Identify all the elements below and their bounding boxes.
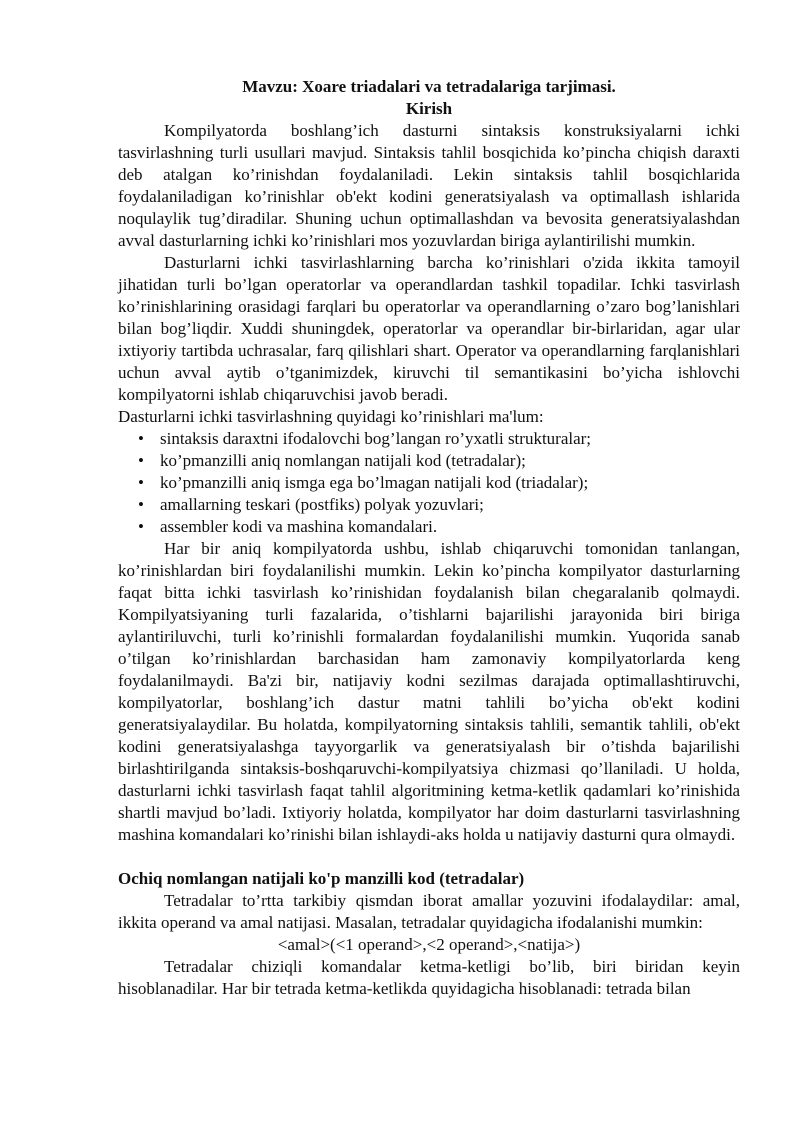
paragraph-1: Kompilyatorda boshlang’ich dasturni sintaksis konstruksiyalarni ichki tasvirlashning turli usullari mavjud. Sintaksis tahlil bosqichida ko’pincha chiqish daraxti deb atalgan ko’rinishdan foydalaniladi. Lekin sintaksis tahlil bosqichlarida foydalaniladigan ko’rinishlar ob'ekt kodini generatsiyalash va optimallash ishlarida noqulaylik tug’diradilar. Shuning uchun optimallashdan va bevosita generatsiyalashdan avval dasturlarning ichki ko’rinishlari mos yozuvlardan biriga aylantirilishi mumkin. <box>118 121 740 250</box>
formula-line: <amal>(<1 operand>,<2 operand>,<natija>) <box>277 935 581 954</box>
bullet-list <box>118 428 740 538</box>
bullet-icon: • <box>138 495 144 514</box>
bullet-icon: • <box>138 473 144 492</box>
bullet-icon: • <box>138 517 144 536</box>
paragraph-3: Dasturlarni ichki tasvirlashning quyidagi ko’rinishlari ma'lum: <box>118 407 544 426</box>
paragraph-6: Tetradalar chiziqli komandalar ketma-ketligi bo’lib, biri biridan keyin hisoblanadilar. Har bir tetrada ketma-ketlikda quyidagicha hisoblanadi: tetrada bilan <box>118 957 740 998</box>
list-item: • ko’pmanzilli aniq ismga ega bo’lmagan natijali kod (triadalar); <box>138 473 589 492</box>
list-item: • ko’pmanzilli aniq nomlangan natijali kod (tetradalar); <box>138 451 526 470</box>
list-item: • amallarning teskari (postfiks) polyak yozuvlari; <box>138 495 484 514</box>
bullet-icon: • <box>138 429 144 448</box>
section-heading-tetradalar: Ochiq nomlangan natijali ko'p manzilli kod (tetradalar) <box>118 869 525 888</box>
document-title: Mavzu: Xoare triadalari va tetradalariga tarjimasi. <box>242 77 616 96</box>
paragraph-2: Dasturlarni ichki tasvirlashlarning barcha ko’rinishlari o'zida ikkita tamoyil jihatidan turli bo’lgan operatorlar va operandlardan tashkil topadilar. Ichki tasvirlash ko’rinishlarining orasidagi farqlari bu operatorlar va operandlarning o’zaro bog’lanishlari bilan bog’liqdir. Xuddi shuningdek, operatorlar va operandlar bir-birlaridan, agar ular ixtiyoriy tartibda uchrasalar, farq qilishlari shart. Operator va operandlarning farqlanishlari uchun avval aytib o’tganimizdek, kiruvchi til semantikasini bo’yicha ishlovchi kompilyatorni ishlab chiqaruvchisi javob beradi. <box>118 253 740 404</box>
list-item: • sintaksis daraxtni ifodalovchi bog’langan ro’yxatli strukturalar; <box>138 429 592 448</box>
section-spacer <box>118 846 740 868</box>
paragraph-5: Tetradalar to’rtta tarkibiy qismdan iborat amallar yozuvini ifodalaydilar: amal, ikkita operand va amal natijasi. Masalan, tetradalar quyidagicha ifodalanishi mumkin: <box>118 891 740 932</box>
paragraph-4: Har bir aniq kompilyatorda ushbu, ishlab chiqaruvchi tomonidan tanlangan, ko’rinishlardan biri foydalanilishi mumkin. Lekin ko’pincha kompilyator dasturlarning faqat bitta ichki tasvirlash ko’rinishidan foydalanish bilan chegaralanib qolmaydi. Kompilyatsiyaning turli fazalarida, o’tishlarni bajarilishi jarayonida biri biriga aylantiriluvchi, turli ko’rinishli formalardan foydalanilishi mumkin. Yuqorida sanab o’tilgan ko’rinishlardan barchasidan ham zamonaviy kompilyatorlarda keng foydalanilmaydi. Ba'zi bir, natijaviy kodni sezilmas darajada optimallashtiruvchi, kompilyatorlar, boshlang’ich dastur matni tahlili bo’yicha ob'ekt kodini generatsiyalaydilar. Bu holatda, kompilyatorning sintaksis tahlili, semantik tahlili, ob'ekt kodini generatsiyalashga tayyorgarlik va generatsiyalash bir o’tishda bajarilishi birlashtirilganda sintaksis-boshqaruvchi-kompilyatsiya chizmasi qo’llaniladi. U holda, dasturlarni ichki tasvirlash faqat tahlil algoritmining ketma-ketlik qadamlari ko’rinishida shartli mavjud bo’ladi. Ixtiyoriy holatda, kompilyator har doim dasturlarni tasvirlashning mashina komandalari ko’rinishi bilan ishlaydi-aks holda u natijaviy dasturni qura olmaydi. <box>118 539 740 844</box>
list-item: • assembler kodi va mashina komandalari. <box>138 517 438 536</box>
intro-heading: Kirish <box>405 99 453 118</box>
document-page <box>118 76 740 1000</box>
bullet-icon: • <box>138 451 144 470</box>
